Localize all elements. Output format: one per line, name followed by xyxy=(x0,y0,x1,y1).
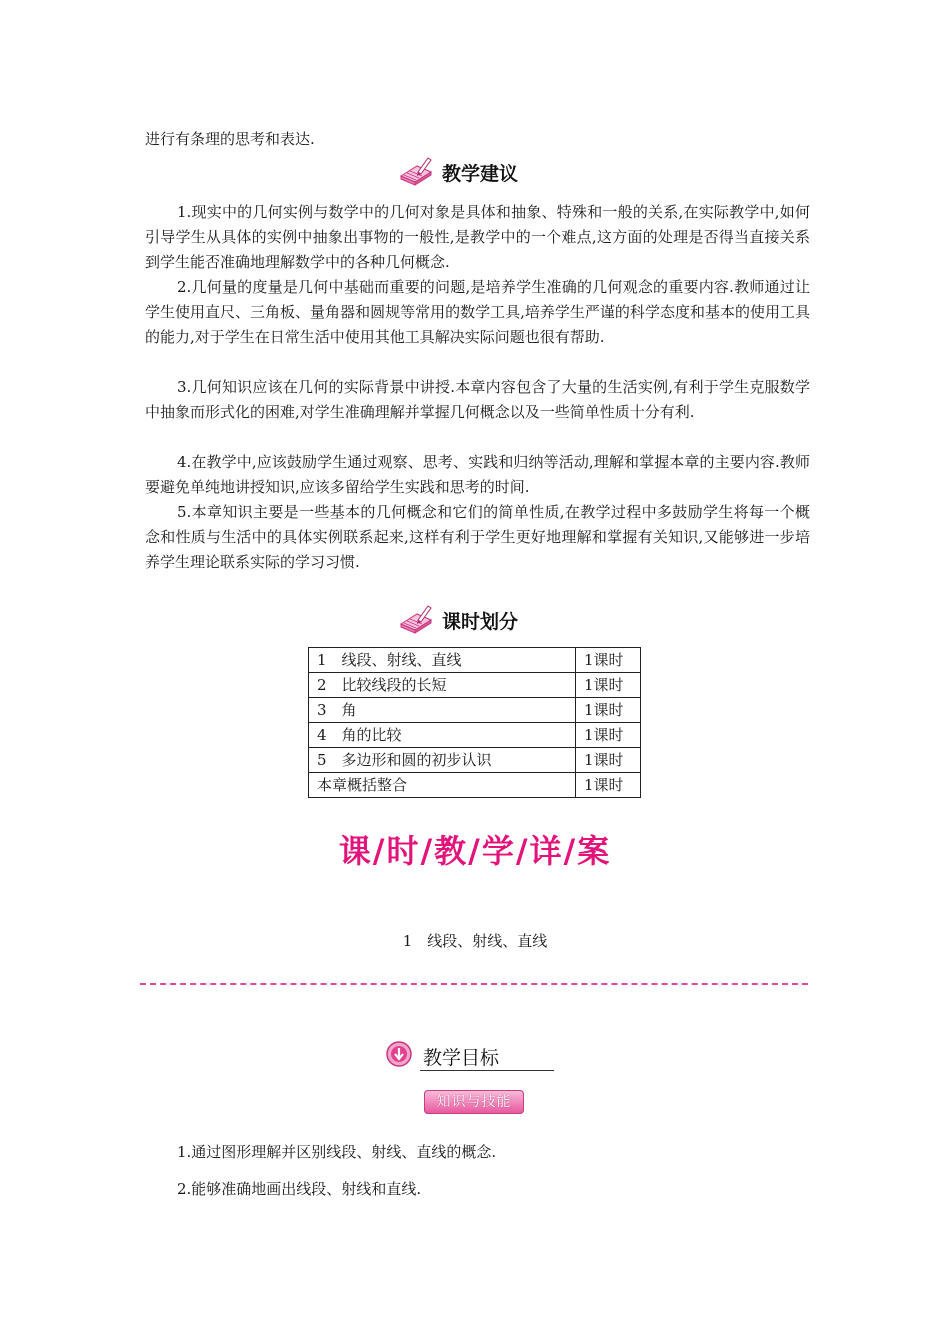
advice-paragraph-1: 1.现实中的几何实例与数学中的几何对象是具体和抽象、特殊和一般的关系,在实际教学中,如何引导学生从具体的实例中抽象出事物的一般性,是教学中的一个难点,这方面的处理是否得当直接关系到学生能否准确地理解数学中的各种几何概念. xyxy=(145,203,810,271)
advice-paragraph-4: 4.在教学中,应该鼓励学生通过观察、思考、实践和归纳等活动,理解和掌握本章的主要内容.教师要避免单纯地讲授知识,应该多留给学生实践和思考的时间. xyxy=(145,453,810,496)
hours-cell: 1课时 xyxy=(576,748,641,773)
hours-cell: 1课时 xyxy=(576,673,641,698)
download-arrow-icon xyxy=(385,1040,413,1072)
lesson-cell: 3 角 xyxy=(309,698,576,723)
lesson-cell: 5 多边形和圆的初步认识 xyxy=(309,748,576,773)
hours-cell: 1课时 xyxy=(576,723,641,748)
schedule-header xyxy=(398,602,518,638)
table-row xyxy=(309,698,641,723)
schedule-table xyxy=(308,647,641,798)
pencil-notebook-icon xyxy=(398,602,434,638)
lesson-title: 1 线段、射线、直线 xyxy=(402,932,548,950)
advice-title: 教学建议 xyxy=(442,162,519,185)
goals-title: 教学目标 xyxy=(423,1046,500,1069)
hours-cell: 1课时 xyxy=(576,773,641,798)
lesson-cell: 1 线段、射线、直线 xyxy=(309,648,576,673)
lesson-cell: 2 比较线段的长短 xyxy=(309,673,576,698)
advice-paragraph-3: 3.几何知识应该在几何的实际背景中讲授.本章内容包含了大量的生活实例,有利于学生克服数学中抽象而形式化的困难,对学生准确理解并掌握几何概念以及一些简单性质十分有利. xyxy=(145,378,810,421)
goals-underline xyxy=(420,1070,554,1071)
table-row xyxy=(309,648,641,673)
goals-header xyxy=(385,1040,499,1072)
goal-item-1: 1.通过图形理解并区别线段、射线、直线的概念. xyxy=(177,1143,497,1161)
skills-badge: 知识与技能 xyxy=(424,1090,524,1114)
lesson-cell: 4 角的比较 xyxy=(309,723,576,748)
advice-header xyxy=(398,154,518,190)
table-row xyxy=(309,748,641,773)
advice-paragraph-5: 5.本章知识主要是一些基本的几何概念和它们的简单性质,在教学过程中多鼓励学生将每一个概念和性质与生活中的具体实例联系起来,这样有利于学生更好地理解和掌握有关知识,又能够进一步培养学生理论联系实际的学习习惯. xyxy=(145,503,810,571)
dashed-divider xyxy=(140,983,808,985)
table-row xyxy=(309,723,641,748)
advice-paragraph-2: 2.几何量的度量是几何中基础而重要的问题,是培养学生准确的几何观念的重要内容.教师通过让学生使用直尺、三角板、量角器和圆规等常用的数学工具,培养学生严谨的科学态度和基本的使用工具的能力,对于学生在日常生活中使用其他工具解决实际问题也很有帮助. xyxy=(145,278,810,346)
goal-item-2: 2.能够准确地画出线段、射线和直线. xyxy=(177,1180,422,1198)
schedule-title: 课时划分 xyxy=(442,610,519,633)
lesson-plan-title: 课/时/教/学/详/案 xyxy=(338,832,612,870)
table-row xyxy=(309,673,641,698)
hours-cell: 1课时 xyxy=(576,648,641,673)
table-row xyxy=(309,773,641,798)
lesson-cell: 本章概括整合 xyxy=(309,773,576,798)
intro-line: 进行有条理的思考和表达. xyxy=(145,130,315,148)
pencil-notebook-icon xyxy=(398,154,434,190)
hours-cell: 1课时 xyxy=(576,698,641,723)
